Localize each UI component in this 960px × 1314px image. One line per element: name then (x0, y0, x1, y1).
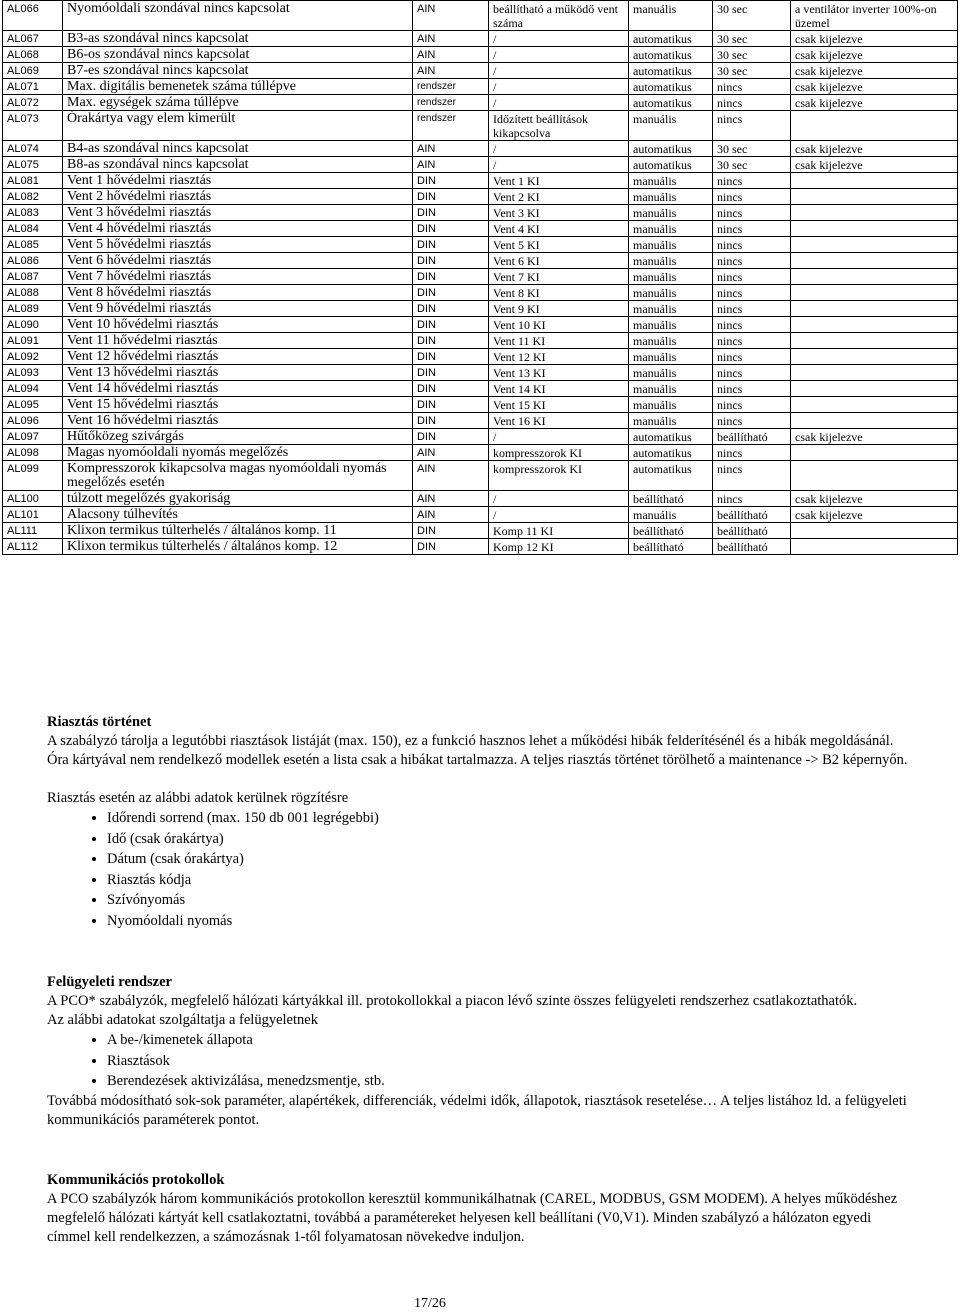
alarm-type: DIN (413, 429, 489, 445)
alarm-delay: 30 sec (713, 141, 791, 157)
alarm-source: / (489, 507, 629, 523)
alarm-action: csak kijelezve (791, 141, 958, 157)
alarm-action: csak kijelezve (791, 429, 958, 445)
alarm-action: csak kijelezve (791, 63, 958, 79)
alarm-delay: beállítható (713, 539, 791, 555)
section-title-supervisory: Felügyeleti rendszer (47, 974, 172, 990)
alarm-delay: nincs (713, 95, 791, 111)
list-item: • Dátum (csak órakártya) (107, 849, 917, 870)
alarm-source: Vent 1 KI (489, 173, 629, 189)
alarm-source: Időzített beállítások kikapcsolva (489, 111, 629, 141)
alarm-code: AL074 (3, 141, 63, 157)
table-row (3, 317, 958, 333)
alarm-type: AIN (413, 445, 489, 461)
alarm-action: csak kijelezve (791, 31, 958, 47)
alarm-type: DIN (413, 333, 489, 349)
alarm-source: Vent 11 KI (489, 333, 629, 349)
alarm-reset: manuális (629, 301, 713, 317)
alarm-description: Vent 6 hővédelmi riasztás (63, 253, 413, 269)
alarm-type: DIN (413, 205, 489, 221)
alarm-action (791, 333, 958, 349)
alarm-description: B8-as szondával nincs kapcsolat (63, 157, 413, 173)
alarm-delay: nincs (713, 237, 791, 253)
alarm-delay: nincs (713, 173, 791, 189)
protocols-paragraph: A PCO szabályzók három kommunikációs protokollon keresztül kommunikálhatnak (CAREL, MODBUS, GSM MODEM). A helyes működéshez megfelelő hálózati kártyát kell csatlakoztatni, továbbá a paramétereket helyesen kell beállítani (V0,V1). Minden szabályzó a hálózaton egyedi címmel kell rendelkezzen, a számozásnak 1-től folyamatosan növekedve induljon. (47, 1191, 898, 1245)
table-row (3, 173, 958, 189)
table-row (3, 365, 958, 381)
alarm-action: csak kijelezve (791, 157, 958, 173)
alarm-source: / (489, 79, 629, 95)
table-row (3, 429, 958, 445)
table-row (3, 523, 958, 539)
alarm-delay: 30 sec (713, 157, 791, 173)
alarm-delay: nincs (713, 397, 791, 413)
alarm-type: AIN (413, 507, 489, 523)
alarm-delay: nincs (713, 189, 791, 205)
alarm-delay: nincs (713, 461, 791, 491)
alarm-source: beállítható a működő vent száma (489, 1, 629, 31)
alarm-description: Vent 15 hővédelmi riasztás (63, 397, 413, 413)
alarm-delay: nincs (713, 205, 791, 221)
alarm-type: DIN (413, 349, 489, 365)
alarm-source: / (489, 31, 629, 47)
alarm-source: Vent 9 KI (489, 301, 629, 317)
alarm-code: AL112 (3, 539, 63, 555)
alarm-delay: nincs (713, 349, 791, 365)
alarm-type: DIN (413, 539, 489, 555)
table-row (3, 1, 958, 31)
alarm-description: Klixon termikus túlterhelés / általános komp. 12 (63, 539, 413, 555)
alarm-type: AIN (413, 461, 489, 491)
alarm-description: Vent 10 hővédelmi riasztás (63, 317, 413, 333)
alarm-description: Vent 16 hővédelmi riasztás (63, 413, 413, 429)
table-row (3, 301, 958, 317)
alarm-reset: automatikus (629, 445, 713, 461)
history-list (47, 808, 917, 931)
table-row (3, 445, 958, 461)
alarm-code: AL066 (3, 1, 63, 31)
alarm-delay: nincs (713, 269, 791, 285)
alarm-description: Max. egységek száma túllépve (63, 95, 413, 111)
table-row (3, 397, 958, 413)
alarm-code: AL069 (3, 63, 63, 79)
table-row (3, 491, 958, 507)
alarm-code: AL068 (3, 47, 63, 63)
alarm-reset: manuális (629, 413, 713, 429)
alarm-description: Vent 2 hővédelmi riasztás (63, 189, 413, 205)
alarm-action: a ventilátor inverter 100%-on üzemel (791, 1, 958, 31)
alarm-type: DIN (413, 365, 489, 381)
alarm-source: Vent 15 KI (489, 397, 629, 413)
alarm-source: Vent 4 KI (489, 221, 629, 237)
alarm-code: AL096 (3, 413, 63, 429)
table-row (3, 461, 958, 491)
alarm-reset: automatikus (629, 141, 713, 157)
alarm-type: DIN (413, 253, 489, 269)
alarm-type: AIN (413, 141, 489, 157)
alarm-description: Vent 13 hővédelmi riasztás (63, 365, 413, 381)
alarm-action (791, 349, 958, 365)
alarm-code: AL091 (3, 333, 63, 349)
alarm-delay: nincs (713, 317, 791, 333)
protocols-section (47, 1171, 917, 1247)
alarm-source: Vent 12 KI (489, 349, 629, 365)
alarm-description: Vent 8 hővédelmi riasztás (63, 285, 413, 301)
alarm-action: csak kijelezve (791, 95, 958, 111)
alarm-description: Klixon termikus túlterhelés / általános komp. 11 (63, 523, 413, 539)
alarm-code: AL088 (3, 285, 63, 301)
alarm-type: DIN (413, 173, 489, 189)
supervisory-paragraph: A PCO* szabályzók, megfelelő hálózati kártyákkal ill. protokollokkal a piacon lévő szinte összes felügyeleti rendszerhez csatlakoztathatók. (47, 993, 858, 1009)
alarm-source: / (489, 491, 629, 507)
alarm-type: DIN (413, 317, 489, 333)
table-row (3, 333, 958, 349)
alarm-description: B7-es szondával nincs kapcsolat (63, 63, 413, 79)
alarm-reset: manuális (629, 111, 713, 141)
alarm-type: DIN (413, 301, 489, 317)
alarm-description: Max. digitális bemenetek száma túllépve (63, 79, 413, 95)
alarm-action (791, 253, 958, 269)
table-row (3, 205, 958, 221)
alarm-type: rendszer (413, 111, 489, 141)
alarm-reset: manuális (629, 205, 713, 221)
alarm-action (791, 317, 958, 333)
table-row (3, 47, 958, 63)
alarm-delay: beállítható (713, 523, 791, 539)
alarm-reset: manuális (629, 349, 713, 365)
table-row (3, 221, 958, 237)
list-item: • Berendezések aktivizálása, menedzsmentje, stb. (107, 1071, 917, 1092)
alarm-action (791, 461, 958, 491)
table-row (3, 285, 958, 301)
alarm-delay: nincs (713, 221, 791, 237)
alarm-delay: nincs (713, 445, 791, 461)
alarm-type: AIN (413, 47, 489, 63)
alarm-reset: beállítható (629, 491, 713, 507)
alarm-delay: nincs (713, 333, 791, 349)
alarm-description: Vent 1 hővédelmi riasztás (63, 173, 413, 189)
alarm-reset: manuális (629, 381, 713, 397)
alarm-type: DIN (413, 237, 489, 253)
alarm-type: DIN (413, 413, 489, 429)
alarm-action (791, 111, 958, 141)
alarm-type: DIN (413, 189, 489, 205)
alarm-description: Kompresszorok kikapcsolva magas nyomóoldali nyomás megelőzés esetén (63, 461, 413, 491)
alarm-reset: manuális (629, 1, 713, 31)
alarm-source: Vent 3 KI (489, 205, 629, 221)
table-row (3, 157, 958, 173)
alarm-description: Nyomóoldali szondával nincs kapcsolat (63, 1, 413, 31)
alarm-code: AL075 (3, 157, 63, 173)
alarm-delay: nincs (713, 413, 791, 429)
alarm-action (791, 539, 958, 555)
alarm-reset: manuális (629, 253, 713, 269)
alarm-action (791, 381, 958, 397)
alarm-description: Vent 5 hővédelmi riasztás (63, 237, 413, 253)
alarm-description: B6-os szondával nincs kapcsolat (63, 47, 413, 63)
table-row (3, 381, 958, 397)
alarm-source: / (489, 157, 629, 173)
alarm-reset: beállítható (629, 539, 713, 555)
history-recorded-intro: Riasztás esetén az alábbi adatok kerülnek rögzítésre (47, 790, 349, 806)
alarm-reset: manuális (629, 173, 713, 189)
alarm-reset: manuális (629, 333, 713, 349)
alarm-type: AIN (413, 491, 489, 507)
table-row (3, 507, 958, 523)
alarm-source: Vent 10 KI (489, 317, 629, 333)
alarm-reset: manuális (629, 189, 713, 205)
list-item: • Riasztások (107, 1051, 917, 1072)
table-row (3, 269, 958, 285)
alarm-type: DIN (413, 221, 489, 237)
alarm-code: AL099 (3, 461, 63, 491)
alarm-delay: nincs (713, 79, 791, 95)
alarm-delay: 30 sec (713, 47, 791, 63)
list-item: • A be-/kimenetek állapota (107, 1030, 917, 1051)
table-row (3, 111, 958, 141)
alarm-table (2, 0, 958, 555)
alarm-action (791, 413, 958, 429)
alarm-type: DIN (413, 523, 489, 539)
alarm-source: Vent 8 KI (489, 285, 629, 301)
alarm-type: AIN (413, 157, 489, 173)
alarm-type: AIN (413, 31, 489, 47)
alarm-history-section (47, 713, 917, 931)
table-row (3, 63, 958, 79)
alarm-action (791, 365, 958, 381)
alarm-action: csak kijelezve (791, 79, 958, 95)
alarm-code: AL094 (3, 381, 63, 397)
list-item: • Nyomóoldali nyomás (107, 911, 917, 932)
alarm-action (791, 285, 958, 301)
alarm-type: DIN (413, 269, 489, 285)
alarm-source: / (489, 141, 629, 157)
alarm-description: Vent 4 hővédelmi riasztás (63, 221, 413, 237)
alarm-reset: manuális (629, 285, 713, 301)
alarm-description: B3-as szondával nincs kapcsolat (63, 31, 413, 47)
alarm-delay: nincs (713, 301, 791, 317)
alarm-action (791, 189, 958, 205)
alarm-action (791, 445, 958, 461)
alarm-type: rendszer (413, 95, 489, 111)
table-row (3, 413, 958, 429)
page-number: 17/26 (414, 1296, 446, 1311)
history-paragraph: A szabályzó tárolja a legutóbbi riasztások listáját (max. 150), ez a funkció hasznos lehet a működési hibák felderítésénél és a hibák megoldásánál. Óra kártyával nem rendelkező modellek esetén a lista csak a hibákat tartalmazza. A teljes riasztás történet törölhető a maintenance -> B2 képernyőn. (47, 733, 908, 768)
alarm-source: Komp 11 KI (489, 523, 629, 539)
table-row (3, 31, 958, 47)
alarm-code: AL084 (3, 221, 63, 237)
alarm-table-body (3, 1, 958, 555)
alarm-delay: 30 sec (713, 31, 791, 47)
alarm-reset: automatikus (629, 157, 713, 173)
alarm-type: DIN (413, 381, 489, 397)
alarm-reset: automatikus (629, 79, 713, 95)
alarm-code: AL090 (3, 317, 63, 333)
alarm-delay: nincs (713, 381, 791, 397)
alarm-reset: automatikus (629, 31, 713, 47)
alarm-reset: manuális (629, 317, 713, 333)
alarm-delay: beállítható (713, 429, 791, 445)
alarm-type: DIN (413, 285, 489, 301)
alarm-description: Vent 7 hővédelmi riasztás (63, 269, 413, 285)
alarm-reset: manuális (629, 365, 713, 381)
alarm-code: AL072 (3, 95, 63, 111)
alarm-description: Alacsony túlhevítés (63, 507, 413, 523)
supervisory-data-intro: Az alábbi adatokat szolgáltatja a felügyeletnek (47, 1012, 318, 1028)
alarm-action (791, 301, 958, 317)
alarm-source: / (489, 95, 629, 111)
alarm-code: AL067 (3, 31, 63, 47)
alarm-code: AL073 (3, 111, 63, 141)
alarm-source: Vent 7 KI (489, 269, 629, 285)
supervisory-section (47, 973, 917, 1130)
alarm-reset: automatikus (629, 429, 713, 445)
section-title-protocols: Kommunikációs protokollok (47, 1172, 225, 1188)
alarm-code: AL093 (3, 365, 63, 381)
alarm-reset: manuális (629, 269, 713, 285)
table-row (3, 539, 958, 555)
alarm-source: kompresszorok KI (489, 445, 629, 461)
alarm-type: DIN (413, 397, 489, 413)
section-title-history: Riasztás történet (47, 714, 152, 730)
alarm-delay: nincs (713, 365, 791, 381)
alarm-action (791, 523, 958, 539)
table-row (3, 79, 958, 95)
alarm-action (791, 205, 958, 221)
alarm-code: AL087 (3, 269, 63, 285)
alarm-description: Hűtőközeg szivárgás (63, 429, 413, 445)
alarm-source: Vent 2 KI (489, 189, 629, 205)
alarm-code: AL111 (3, 523, 63, 539)
table-row (3, 349, 958, 365)
alarm-source: Vent 13 KI (489, 365, 629, 381)
alarm-description: Órakártya vagy elem kimerült (63, 111, 413, 141)
alarm-delay: 30 sec (713, 63, 791, 79)
alarm-code: AL097 (3, 429, 63, 445)
table-row (3, 95, 958, 111)
alarm-delay: nincs (713, 111, 791, 141)
alarm-action (791, 237, 958, 253)
alarm-type: AIN (413, 63, 489, 79)
alarm-description: Vent 14 hővédelmi riasztás (63, 381, 413, 397)
supervisory-extra-paragraph: Továbbá módosítható sok-sok paraméter, alapértékek, differenciák, védelmi idők, állapotok, riasztások resetelése… A teljes listához ld. a felügyeleti kommunikációs paraméterek pontot. (47, 1092, 907, 1128)
alarm-reset: manuális (629, 507, 713, 523)
table-row (3, 253, 958, 269)
table-row (3, 189, 958, 205)
alarm-reset: beállítható (629, 523, 713, 539)
alarm-description: Vent 3 hővédelmi riasztás (63, 205, 413, 221)
supervisory-list (47, 1030, 917, 1092)
alarm-code: AL092 (3, 349, 63, 365)
alarm-source: Vent 14 KI (489, 381, 629, 397)
alarm-type: AIN (413, 1, 489, 31)
alarm-reset: automatikus (629, 63, 713, 79)
alarm-source: / (489, 47, 629, 63)
alarm-source: / (489, 63, 629, 79)
alarm-delay: nincs (713, 253, 791, 269)
alarm-description: B4-as szondával nincs kapcsolat (63, 141, 413, 157)
alarm-code: AL098 (3, 445, 63, 461)
alarm-action (791, 397, 958, 413)
list-item: • Idő (csak órakártya) (107, 829, 917, 850)
alarm-source: / (489, 429, 629, 445)
alarm-delay: nincs (713, 285, 791, 301)
alarm-code: AL082 (3, 189, 63, 205)
alarm-type: rendszer (413, 79, 489, 95)
alarm-reset: automatikus (629, 47, 713, 63)
alarm-code: AL100 (3, 491, 63, 507)
alarm-code: AL081 (3, 173, 63, 189)
alarm-reset: automatikus (629, 461, 713, 491)
alarm-code: AL101 (3, 507, 63, 523)
list-item: • Időrendi sorrend (max. 150 db 001 legrégebbi) (107, 808, 917, 829)
alarm-delay: beállítható (713, 507, 791, 523)
list-item: • Riasztás kódja (107, 870, 917, 891)
alarm-description: Vent 9 hővédelmi riasztás (63, 301, 413, 317)
alarm-action (791, 221, 958, 237)
alarm-code: AL071 (3, 79, 63, 95)
alarm-code: AL089 (3, 301, 63, 317)
alarm-action: csak kijelezve (791, 47, 958, 63)
alarm-reset: automatikus (629, 95, 713, 111)
alarm-action: csak kijelezve (791, 507, 958, 523)
alarm-source: Vent 6 KI (489, 253, 629, 269)
alarm-description: Vent 11 hővédelmi riasztás (63, 333, 413, 349)
alarm-code: AL095 (3, 397, 63, 413)
alarm-code: AL086 (3, 253, 63, 269)
alarm-reset: manuális (629, 397, 713, 413)
alarm-source: Komp 12 KI (489, 539, 629, 555)
alarm-description: Vent 12 hővédelmi riasztás (63, 349, 413, 365)
alarm-code: AL083 (3, 205, 63, 221)
alarm-source: Vent 5 KI (489, 237, 629, 253)
alarm-description: Magas nyomóoldali nyomás megelőzés (63, 445, 413, 461)
table-row (3, 141, 958, 157)
alarm-source: Vent 16 KI (489, 413, 629, 429)
alarm-source: kompresszorok KI (489, 461, 629, 491)
alarm-delay: 30 sec (713, 1, 791, 31)
alarm-code: AL085 (3, 237, 63, 253)
alarm-action (791, 269, 958, 285)
alarm-action: csak kijelezve (791, 491, 958, 507)
alarm-action (791, 173, 958, 189)
alarm-description: túlzott megelőzés gyakoriság (63, 491, 413, 507)
table-row (3, 237, 958, 253)
alarm-delay: nincs (713, 491, 791, 507)
alarm-reset: manuális (629, 237, 713, 253)
alarm-reset: manuális (629, 221, 713, 237)
list-item: • Szívónyomás (107, 890, 917, 911)
